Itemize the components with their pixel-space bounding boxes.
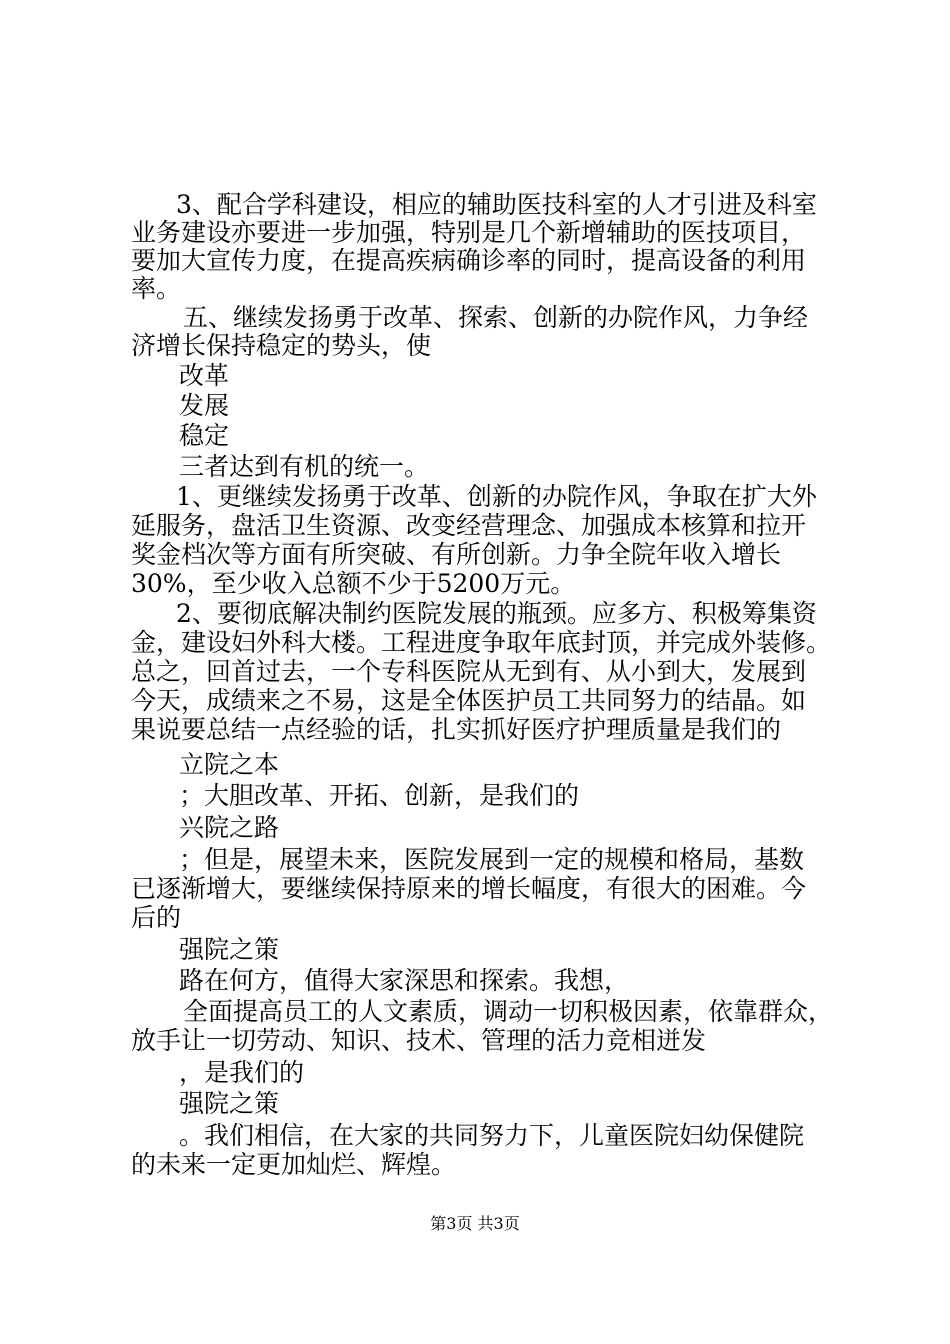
text-line: 金，建设妇外科大楼。工程进度争取年底封顶，并完成外装修。 bbox=[131, 628, 832, 657]
text-line: ；大胆改革、开拓、创新，是我们的 bbox=[179, 781, 580, 810]
text-line: 稳定 bbox=[179, 421, 230, 450]
text-line: 业务建设亦要进一步加强，特别是几个新增辅助的医技项目， bbox=[131, 218, 807, 247]
text-line: 率。 bbox=[131, 274, 182, 303]
text-line: 的未来一定更加灿烂、辉煌。 bbox=[131, 1150, 457, 1179]
text-line: 延服务，盘活卫生资源、改变经营理念、加强成本核算和拉开 bbox=[131, 511, 807, 540]
text-line: 后的 bbox=[131, 903, 182, 932]
text-line: 要加大宣传力度，在提高疾病确诊率的同时，提高设备的利用 bbox=[131, 246, 807, 275]
text-line: 果说要总结一点经验的话，扎实抓好医疗护理质量是我们的 bbox=[131, 715, 782, 744]
text-line: 改革 bbox=[179, 361, 230, 390]
text-line: 1、更继续发扬勇于改革、创新的办院作风，争取在扩大外 bbox=[176, 482, 817, 511]
text-line: 济增长保持稳定的势头，使 bbox=[131, 331, 432, 360]
text-line: ；但是，展望未来，医院发展到一定的规模和格局，基数 bbox=[179, 845, 805, 874]
text-line: 五、继续发扬勇于改革、探索、创新的办院作风，力争经 bbox=[183, 303, 809, 332]
text-line: 兴院之路 bbox=[179, 813, 280, 842]
text-line: 已逐渐增大，要继续保持原来的增长幅度，有很大的困难。今 bbox=[131, 874, 807, 903]
text-line: 3、配合学科建设，相应的辅助医技科室的人才引进及科室 bbox=[176, 190, 817, 219]
text-line: 今天，成绩来之不易，这是全体医护员工共同努力的结晶。如 bbox=[131, 686, 807, 715]
text-line: 三者达到有机的统一。 bbox=[179, 452, 430, 481]
text-line: 奖金档次等方面有所突破、有所创新。力争全院年收入增长 bbox=[131, 540, 782, 569]
text-line: 强院之策 bbox=[179, 935, 280, 964]
text-line: 总之，回首过去，一个专科医院从无到有、从小到大，发展到 bbox=[131, 657, 807, 686]
text-line: 2、要彻底解决制约医院发展的瓶颈。应多方、积极筹集资 bbox=[176, 599, 817, 628]
text-line: 路在何方，值得大家深思和探索。我想， bbox=[179, 966, 630, 995]
text-line: 。我们相信，在大家的共同努力下，儿童医院妇幼保健院 bbox=[179, 1121, 805, 1150]
text-line: 放手让一切劳动、知识、技术、管理的活力竞相迸发 bbox=[131, 1026, 707, 1055]
text-line: 立院之本 bbox=[179, 750, 280, 779]
text-line: ，是我们的 bbox=[179, 1058, 305, 1087]
text-line: 发展 bbox=[179, 391, 230, 420]
text-line: 强院之策 bbox=[179, 1089, 280, 1118]
page-footer: 第3页 共3页 bbox=[430, 1214, 520, 1233]
text-line: 全面提高员工的人文素质，调动一切积极因素，依靠群众， bbox=[183, 997, 834, 1026]
text-line: 30%，至少收入总额不少于5200万元。 bbox=[131, 569, 576, 598]
